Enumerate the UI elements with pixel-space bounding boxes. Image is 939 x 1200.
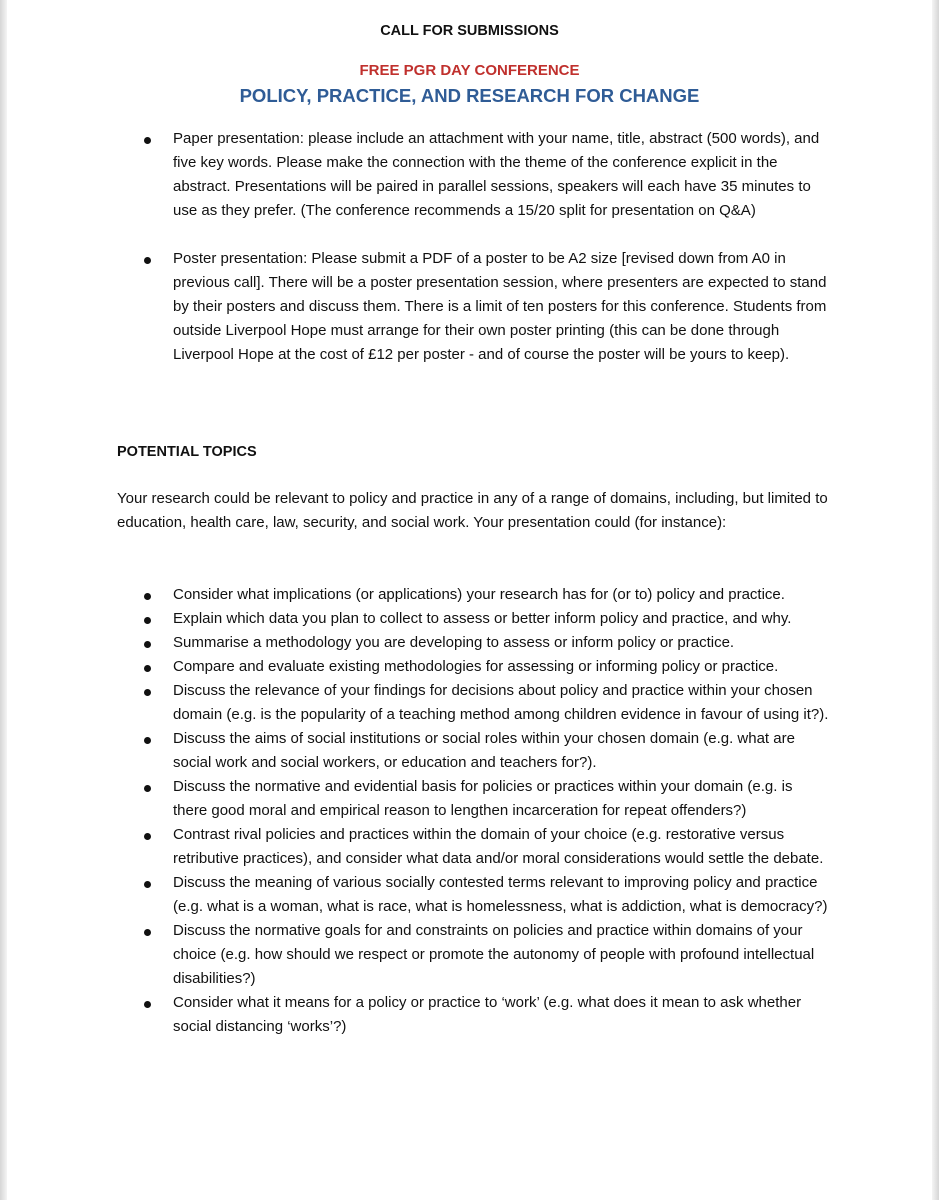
list-item — [0, 727, 939, 775]
bullet-icon — [144, 929, 151, 936]
list-item — [0, 631, 939, 655]
bullet-icon — [144, 689, 151, 696]
bullet-icon — [144, 257, 151, 264]
poster-presentation-text: Poster presentation: Please submit a PDF of a poster to be A2 size [revised down from A0 in previous call]. There will be a poster presentation session, where presenters are expected to stand by their posters and discuss them. There is a limit of ten posters for this conference. Students from outside Liverpool Hope must arrange for their own poster printing (this can be done through Liverpool Hope at the cost of £12 per poster - and of course the poster will be yours to keep). — [173, 250, 827, 363]
list-item — [0, 655, 939, 679]
bullet-icon — [144, 665, 151, 672]
bullet-icon — [144, 881, 151, 888]
list-item — [0, 991, 939, 1039]
topic-text: Consider what it means for a policy or practice to ‘work’ (e.g. what does it mean to ask whether social distancing ‘works’?) — [173, 994, 802, 1035]
topic-text: Summarise a methodology you are developing to assess or inform policy or practice. — [173, 634, 735, 651]
bullet-icon — [144, 641, 151, 648]
potential-topics-list — [0, 583, 939, 1039]
call-for-submissions-heading: CALL FOR SUBMISSIONS — [380, 23, 559, 39]
bullet-icon — [144, 737, 151, 744]
list-item — [0, 871, 939, 919]
conference-theme-title: POLICY, PRACTICE, AND RESEARCH FOR CHANGE — [239, 85, 700, 106]
bullet-icon — [144, 617, 151, 624]
topic-text: Discuss the normative goals for and constraints on policies and practice within domains of your choice (e.g. how should we respect or promote the autonomy of people with profound intellectual disabilities?) — [173, 922, 815, 987]
topics-intro-paragraph: Your research could be relevant to policy and practice in any of a range of domains, including, but limited to education, health care, law, security, and social work. Your presentation could (for instance): — [117, 490, 828, 531]
topic-text: Compare and evaluate existing methodologies for assessing or informing policy or practice. — [173, 658, 779, 675]
list-item — [0, 607, 939, 631]
list-item — [0, 679, 939, 727]
topic-text: Consider what implications (or applications) your research has for (or to) policy and practice. — [173, 586, 785, 603]
conference-subtitle: FREE PGR DAY CONFERENCE — [359, 62, 580, 79]
topic-text: Contrast rival policies and practices within the domain of your choice (e.g. restorative versus retributive practices), and consider what data and/or moral considerations would settle the debate. — [173, 826, 824, 867]
list-item — [0, 775, 939, 823]
paper-presentation-text: Paper presentation: please include an attachment with your name, title, abstract (500 words), and five key words. Please make the connection with the theme of the conference explicit in the abstract. Presentations will be paired in parallel sessions, speakers will each have 35 minutes to use as they prefer. (The conference recommends a 15/20 split for presentation on Q&A) — [173, 130, 820, 219]
submission-formats-list — [0, 127, 939, 367]
list-item — [0, 127, 939, 223]
list-item — [0, 919, 939, 991]
list-item — [0, 247, 939, 367]
bullet-icon — [144, 1001, 151, 1008]
potential-topics-heading: POTENTIAL TOPICS — [117, 444, 257, 460]
bullet-icon — [144, 785, 151, 792]
topic-text: Discuss the aims of social institutions or social roles within your chosen domain (e.g. what are social work and social workers, or education and teachers for?). — [173, 730, 795, 771]
bullet-icon — [144, 593, 151, 600]
bullet-icon — [144, 833, 151, 840]
list-item — [0, 823, 939, 871]
list-item — [0, 583, 939, 607]
topic-text: Discuss the normative and evidential basis for policies or practices within your domain (e.g. is there good moral and empirical reason to lengthen incarceration for repeat offenders?) — [173, 778, 793, 819]
topic-text: Explain which data you plan to collect to assess or better inform policy and practice, and why. — [173, 610, 792, 627]
topic-text: Discuss the meaning of various socially contested terms relevant to improving policy and practice (e.g. what is a woman, what is race, what is homelessness, what is addiction, what is democracy?) — [173, 874, 828, 915]
topic-text: Discuss the relevance of your findings for decisions about policy and practice within your chosen domain (e.g. is the popularity of a teaching method among children evidence in favour of using it?). — [173, 682, 829, 723]
bullet-icon — [144, 137, 151, 144]
